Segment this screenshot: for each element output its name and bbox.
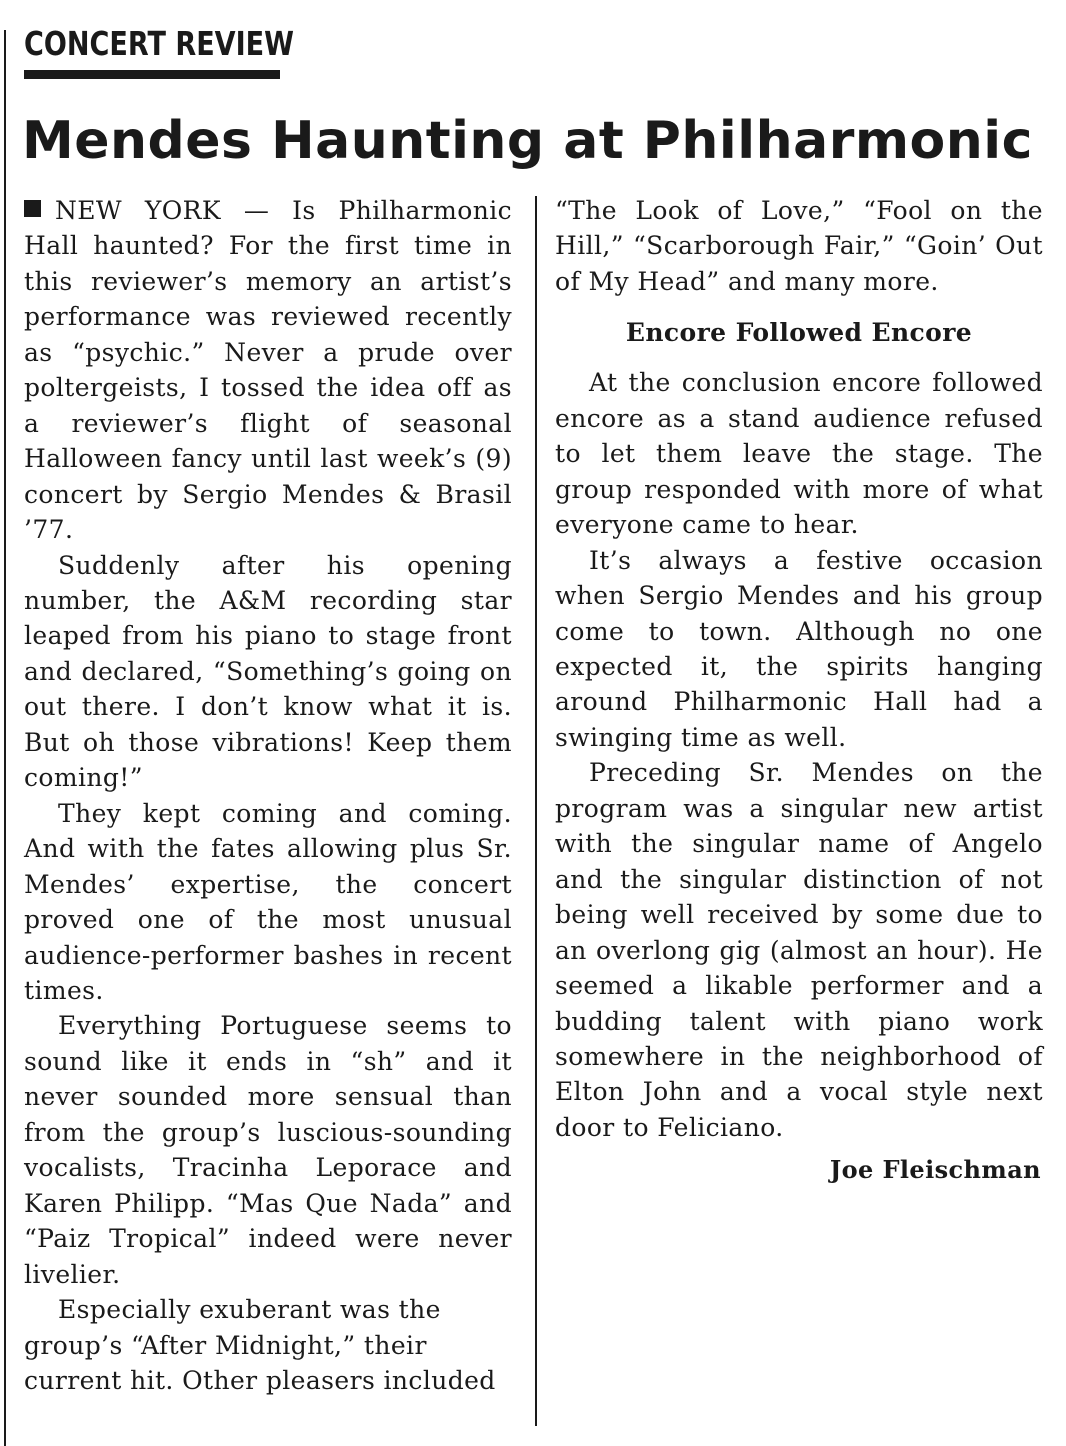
byline: Joe Fleischman: [829, 1155, 1041, 1185]
article-paragraph-1-text: NEW YORK — Is Philharmonic Hall haunted? For the first time in this reviewer’s memory an artist’s performance was reviewed recently as “psychic.” Never a prude over poltergeists, I tossed the idea off as a reviewer’s flight of seasonal Halloween fancy until last week’s (9) concert by Sergio Mendes & Brasil ’77.: [24, 196, 512, 545]
square-bullet-icon: [24, 200, 41, 217]
article-column-left: [24, 193, 512, 1398]
headline: Mendes Haunting at Philharmonic: [22, 111, 1033, 171]
article-paragraph-5-continued: “The Look of Love,” “Fool on the Hill,” “Scarborough Fair,” “Goin’ Out of My Head” and many more.: [555, 196, 1043, 296]
article-paragraph-5: Especially exuberant was the group’s “After Midnight,” their current hit. Other pleasers included: [24, 1295, 496, 1395]
article-paragraph-1: [24, 193, 512, 548]
article-paragraph-3: They kept coming and coming. And with the fates allowing plus Sr. Mendes’ expertise, the concert proved one of the most unusual audience-performer bashes in recent times.: [24, 798, 512, 1005]
article-column-right: [555, 193, 1043, 1187]
article-paragraph-4: Everything Portuguese seems to sound like it ends in “sh” and it never sounded more sensual than from the group’s luscious-sounding vocalists, Tracinha Leporace and Karen Philipp. “Mas Que Nada” and “Paiz Tropical” indeed were never livelier.: [24, 1011, 512, 1289]
page-left-rule: [4, 30, 6, 1446]
column-divider: [535, 196, 537, 1426]
article-paragraph-2: Suddenly after his opening number, the A&M recording star leaped from his piano to stage front and declared, “Something’s going on out there. I don’t know what it is. But oh those vibrations! Keep them coming!”: [24, 550, 512, 793]
article-paragraph-7: It’s always a festive occasion when Sergio Mendes and his group come to town. Although no one expected it, the spirits hanging around Philharmonic Hall had a swinging time as well.: [555, 545, 1043, 752]
article-paragraph-8: Preceding Sr. Mendes on the program was a singular new artist with the singular name of Angelo and the singular distinction of not being well received by some due to an overlong gig (almost an hour). He seemed a likable performer and a budding talent with piano work somewhere in the neighborhood of Elton John and a vocal style next door to Feliciano.: [555, 758, 1043, 1142]
section-kicker: CONCERT REVIEW: [24, 24, 295, 63]
article-paragraph-6: At the conclusion encore followed encore as a stand audience refused to let them leave the stage. The group responded with more of what everyone came to hear.: [555, 368, 1043, 540]
kicker-underline: [24, 70, 280, 79]
subheading: Encore Followed Encore: [625, 318, 973, 348]
